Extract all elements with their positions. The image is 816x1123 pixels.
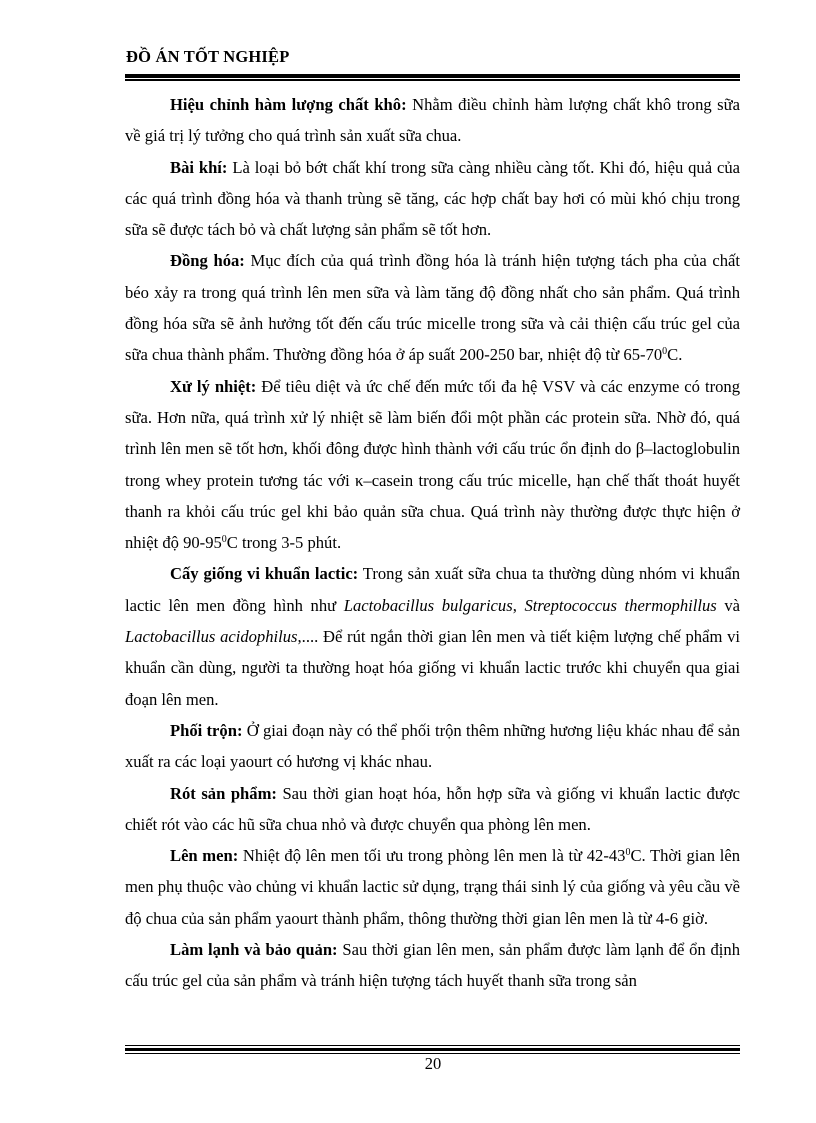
paragraph-text: và bbox=[716, 595, 741, 615]
paragraph-term: Xử lý nhiệt: bbox=[170, 376, 257, 396]
paragraph bbox=[125, 371, 740, 559]
paragraph bbox=[125, 840, 740, 934]
paragraph-text: Sau thời gian hoạt hóa, hỗn hợp sữa và giống vi khuẩn lactic được chiết rót vào các hũ sữa chua nhỏ và được chuyển qua phòng lên men. bbox=[125, 783, 740, 834]
paragraph-text: Nhiệt độ lên men tối ưu trong phòng lên men là từ 42-43 bbox=[238, 846, 626, 866]
paragraph-term: Đồng hóa: bbox=[170, 251, 245, 271]
paragraph-text: Là loại bỏ bớt chất khí trong sữa càng nhiều càng tốt. Khi đó, hiệu quả của các quá trình đồng hóa và thanh trùng sẽ tăng, các hợp chất bay hơi có mùi khó chịu trong sữa sẽ được tách bỏ và chất lượng sản phẩm sẽ tốt hơn. bbox=[125, 157, 740, 240]
paragraph-text: Nhằm điều chỉnh hàm lượng chất khô trong sữa về giá trị lý tưởng cho quá trình sản xuất sữa chua. bbox=[125, 95, 740, 146]
header-rule bbox=[125, 74, 740, 79]
paragraph-term: Lên men: bbox=[170, 846, 239, 866]
paragraph-text: C trong 3-5 phút. bbox=[226, 533, 342, 553]
paragraph bbox=[125, 715, 740, 778]
degree-superscript: 0 bbox=[662, 346, 668, 358]
paragraph-text: C. Thời gian lên men phụ thuộc vào chủng vi khuẩn lactic sử dụng, trạng thái sinh lý của giống và yêu cầu về độ chua của sản phẩm yaourt thành phẩm, thông thường thời gian lên men là từ 4-6 giờ. bbox=[125, 846, 740, 928]
paragraph bbox=[125, 89, 740, 152]
footer-rule bbox=[125, 1048, 740, 1051]
paragraph-text: Để tiêu diệt và ức chế đến mức tối đa hệ VSV và các enzyme có trong sữa. Hơn nữa, quá trình xử lý nhiệt sẽ làm biến đổi một phần các protein sữa. Nhờ đó, quá trình lên men sẽ tốt hơn, khối đông được hình thành với cấu trúc ổn định do β–lactoglobulin trong whey protein tương tác với κ–casein trong cấu trúc micelle, hạn chế thất thoát huyết thanh ra khỏi cấu trúc gel khi bảo quản sữa chua. Quá trình này thường được thực hiện ở nhiệt độ 90-95 bbox=[125, 376, 740, 553]
page-number: 20 bbox=[424, 1054, 442, 1073]
paragraph-text: ,.... Để rút ngắn thời gian lên men và tiết kiệm lượng chế phẩm vi khuẩn cần dùng, người ta thường hoạt hóa giống vi khuẩn lactic trước khi chuyển qua giai đoạn lên men. bbox=[125, 627, 740, 709]
document-body bbox=[125, 89, 740, 997]
paragraph bbox=[125, 152, 740, 246]
paragraph-text: C. bbox=[667, 345, 683, 365]
species-name: Streptococcus thermophillus bbox=[524, 595, 717, 615]
header-title: ĐỒ ÁN TỐT NGHIỆP bbox=[126, 47, 290, 66]
paragraph-text: , bbox=[512, 595, 525, 615]
paragraph-term: Bài khí: bbox=[170, 157, 228, 177]
paragraph-term: Phối trộn: bbox=[170, 720, 243, 740]
paragraph bbox=[125, 934, 740, 997]
degree-superscript: 0 bbox=[625, 847, 631, 859]
paragraph-term: Làm lạnh và bảo quản: bbox=[170, 940, 338, 960]
paragraph-term: Hiệu chỉnh hàm lượng chất khô: bbox=[170, 95, 407, 114]
paragraph-text: Mục đích của quá trình đồng hóa là tránh hiện tượng tách pha của chất béo xảy ra trong quá trình lên men sữa và làm tăng độ đồng nhất cho sản phẩm. Quá trình đồng hóa sữa sẽ ảnh hưởng tốt đến cấu trúc micelle trong sữa và cải thiện cấu trúc gel của sữa chua thành phẩm. Thường đồng hóa ở áp suất 200-250 bar, nhiệt độ từ 65-70 bbox=[125, 251, 740, 365]
paragraph bbox=[125, 778, 740, 841]
species-name: Lactobacillus bulgaricus bbox=[343, 595, 513, 615]
paragraph-text: Sau thời gian lên men, sản phẩm được làm lạnh để ổn định cấu trúc gel của sản phẩm và tránh hiện tượng tách huyết thanh sữa trong sản bbox=[125, 940, 740, 991]
paragraph-term: Cấy giống vi khuẩn lactic: bbox=[170, 564, 359, 584]
paragraph-text: Ở giai đoạn này có thể phối trộn thêm những hương liệu khác nhau để sản xuất ra các loại yaourt có hương vị khác nhau. bbox=[125, 720, 740, 772]
paragraph-term: Rót sản phẩm: bbox=[170, 783, 277, 803]
paragraph-text: Trong sản xuất sữa chua ta thường dùng nhóm vi khuẩn lactic lên men đồng hình như bbox=[125, 564, 740, 615]
paragraph bbox=[125, 245, 740, 370]
degree-superscript: 0 bbox=[221, 534, 227, 546]
paragraph bbox=[125, 558, 740, 714]
species-name: Lactobacillus acidophilus bbox=[125, 627, 298, 647]
